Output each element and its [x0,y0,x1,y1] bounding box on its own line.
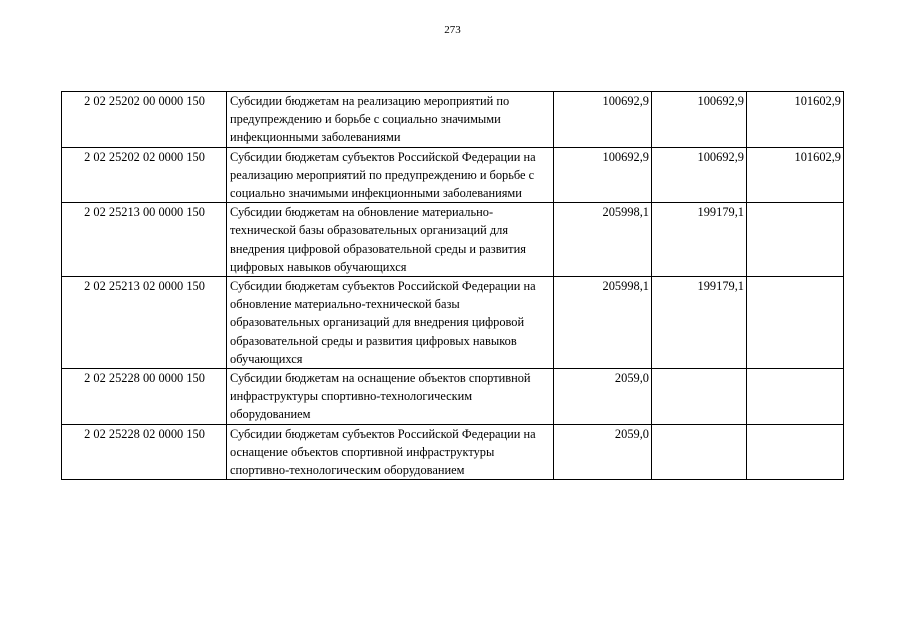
page-number: 273 [444,24,461,36]
amount-cell-1: 2059,0 [554,369,652,425]
description-cell: Субсидии бюджетам субъектов Российской Федерации на реализацию мероприятий по предупреждению и борьбе с социально значимыми инфекционными заболеваниями [227,147,554,203]
amount-cell-1: 100692,9 [554,92,652,148]
budget-table [61,91,844,480]
amount-cell-3: 101602,9 [747,92,844,148]
amount-cell-2: 100692,9 [652,147,747,203]
table-row [62,147,844,203]
budget-code-cell: 2 02 25213 02 0000 150 [62,277,227,369]
amount-cell-1: 205998,1 [554,277,652,369]
budget-code-cell: 2 02 25228 02 0000 150 [62,424,227,480]
table-row [62,424,844,480]
table-row [62,369,844,425]
description-cell: Субсидии бюджетам субъектов Российской Федерации на обновление материально-технической базы образовательных организаций для внедрения цифровой образовательной среды и развития цифровых навыков обучающихся [227,277,554,369]
budget-code-cell: 2 02 25202 00 0000 150 [62,92,227,148]
amount-cell-3 [747,277,844,369]
amount-cell-3 [747,369,844,425]
amount-cell-2: 199179,1 [652,203,747,277]
amount-cell-2: 100692,9 [652,92,747,148]
budget-code-cell: 2 02 25228 00 0000 150 [62,369,227,425]
amount-cell-1: 100692,9 [554,147,652,203]
description-cell: Субсидии бюджетам на реализацию мероприятий по предупреждению и борьбе с социально значимыми инфекционными заболеваниями [227,92,554,148]
table-row [62,203,844,277]
budget-code-cell: 2 02 25202 02 0000 150 [62,147,227,203]
description-cell: Субсидии бюджетам на обновление материально-технической базы образовательных организаций для внедрения цифровой образовательной среды и развития цифровых навыков обучающихся [227,203,554,277]
amount-cell-3 [747,424,844,480]
table-row [62,277,844,369]
amount-cell-1: 205998,1 [554,203,652,277]
amount-cell-3 [747,203,844,277]
amount-cell-2 [652,369,747,425]
description-cell: Субсидии бюджетам на оснащение объектов спортивной инфраструктуры спортивно-технологическим оборудованием [227,369,554,425]
table-row [62,92,844,148]
budget-code-cell: 2 02 25213 00 0000 150 [62,203,227,277]
description-cell: Субсидии бюджетам субъектов Российской Федерации на оснащение объектов спортивной инфраструктуры спортивно-технологическим оборудованием [227,424,554,480]
amount-cell-2 [652,424,747,480]
amount-cell-2: 199179,1 [652,277,747,369]
amount-cell-3: 101602,9 [747,147,844,203]
amount-cell-1: 2059,0 [554,424,652,480]
